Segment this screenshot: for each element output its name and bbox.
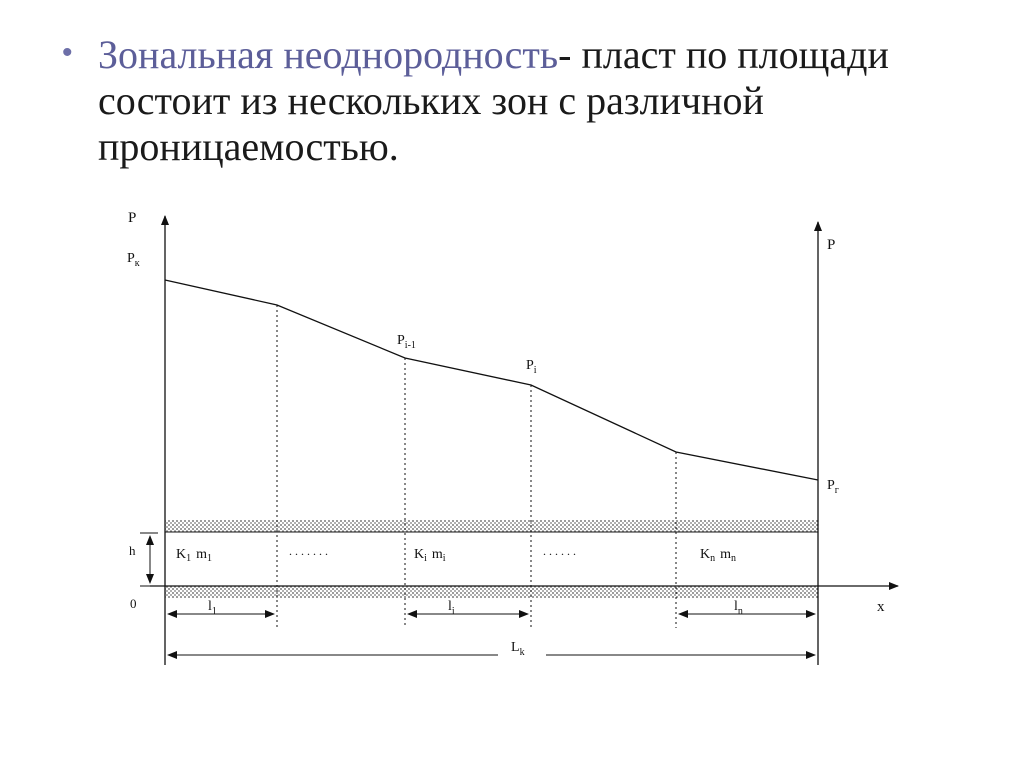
p-i-label: $P_i$ [526, 358, 537, 376]
p-i1-label: $P_{i-1}$ [397, 333, 416, 351]
right-axis-label: P [827, 237, 836, 253]
l1-label: $l_1$ [208, 599, 217, 617]
origin-label: 0 [130, 596, 137, 611]
h-label: h [129, 543, 136, 558]
ellipsis-2: . . . . . . [543, 544, 576, 558]
bullet-definition: - пласт по площади состоит из нескольких зон с различной проницаемостью. [98, 32, 889, 169]
li-label: $l_i$ [448, 599, 455, 617]
zone-1-label: $K_1$ $m_1$ [176, 547, 213, 564]
bottom-boundary-hatch [165, 586, 818, 598]
left-axis-label: P [128, 210, 137, 226]
top-boundary-hatch [165, 520, 818, 532]
zone-i-label: $K_i$ $m_i$ [414, 547, 446, 564]
ln-label: $l_n$ [734, 599, 743, 617]
lk-label: $L_k$ [511, 640, 525, 658]
x-axis-label: x [877, 599, 885, 615]
bullet-term: Зональная неоднородность [98, 32, 559, 77]
p-k-label: $P_к$ [127, 251, 140, 269]
ellipsis-1: . . . . . . . [289, 544, 328, 558]
zone-n-label: $K_n$ $m_n$ [700, 547, 737, 564]
pressure-curve [165, 280, 818, 480]
bullet-marker: • [62, 36, 73, 69]
p-g-label: $P_г$ [827, 478, 839, 496]
